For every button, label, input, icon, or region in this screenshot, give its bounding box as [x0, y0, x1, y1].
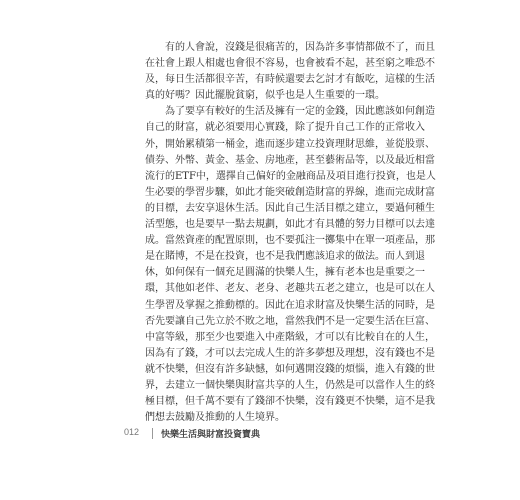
paragraph-2-line-11: 休，如何保有一個充足圓滿的快樂人生，擁有老本也是重要之一: [145, 267, 425, 279]
paragraph-2-line-18: 界，去建立一個快樂與財富共享的人生，仍然是可以當作人生的終: [145, 379, 435, 391]
paragraph-2-line-2: 自己的財富，就必須要用心實踐，除了提升自己工作的正常收入: [145, 122, 425, 134]
paragraph-2-line-12: 環，其他如老伴、老友、老身、老趣共五老之建立，也是可以在人: [145, 283, 435, 295]
paragraph-1-line-2: 在社會上跟人相處也會很不容易，也會被看不起，甚至窮之唯恐不: [145, 58, 435, 70]
paragraph-2-line-20: 們想去鼓勵及推動的人生境界。: [145, 412, 285, 424]
paragraph-2-line-14: 否先要讓自己先立於不敗之地，當然我們不是一定要生活在巨富、: [145, 315, 435, 327]
paragraph-2-line-19: 極目標，但千萬不要有了錢卻不快樂，沒有錢更不快樂，這不是我: [145, 396, 435, 408]
paragraph-2-line-13: 生學習及掌握之推動標的。因此在追求財富及快樂生活的同時，是: [145, 299, 435, 311]
paragraph-2-line-8: 活型態，也是要早一點去規劃，如此才有具體的努力目標可以去達: [145, 219, 435, 231]
paragraph-1-line-3: 及，每日生活都很辛苦，有時候還要去乞討才有飯吃，這樣的生活: [145, 74, 435, 86]
paragraph-2-line-9: 成。當然資產的配置原則，也不要孤注一擲集中在單一項產品，那: [145, 235, 435, 247]
paragraph-2-line-3: 外，開始累積第一桶金，進而逐步建立投資理財思維，並從股票、: [145, 138, 435, 150]
running-book-title: 快樂生活與財富投資寶典: [161, 430, 261, 440]
paragraph-2-line-7: 的目標，去安享退休生活。因此自己生活目標之建立，要過何種生: [145, 202, 435, 214]
paragraph-2-line-15: 中富等級，那至少也要進入中產階級，才可以有比較自在的人生，: [145, 331, 435, 343]
paragraph-2-line-6: 生必要的學習步驟，如此才能突破創造財富的界線，進而完成財富: [145, 186, 435, 198]
paragraph-1-line-1: 有的人會說，沒錢是很痛苦的，因為許多事情都做不了，而且: [165, 42, 435, 53]
paragraph-2-line-17: 就不快樂，但沒有許多缺憾，如何邁開沒錢的煩惱，進入有錢的世: [145, 363, 435, 375]
paragraph-2-line-5: 流行的ETF中，選擇自己偏好的金融商品及項目進行投資，也是人: [145, 170, 436, 182]
footer-divider: [152, 428, 153, 439]
paragraph-2-line-10: 是在賭博，不是在投資，也不是我們應該追求的做法。而人到退: [145, 251, 425, 263]
paragraph-2-line-16: 因為有了錢，才可以去完成人生的許多夢想及理想，沒有錢也不是: [145, 347, 435, 359]
paragraph-1-line-4: 真的好嗎？因此擺脫貧窮，似乎也是人生重要的一環。: [145, 90, 385, 102]
paragraph-2-line-4: 債券、外幣、黃金、基金、房地產，甚至藝術品等，以及最近相當: [145, 154, 435, 166]
paragraph-2-line-1: 為了要享有較好的生活及擁有一定的金錢，因此應該如何創造: [165, 106, 435, 118]
body-text: [145, 40, 436, 426]
page-number: 012: [124, 427, 140, 437]
